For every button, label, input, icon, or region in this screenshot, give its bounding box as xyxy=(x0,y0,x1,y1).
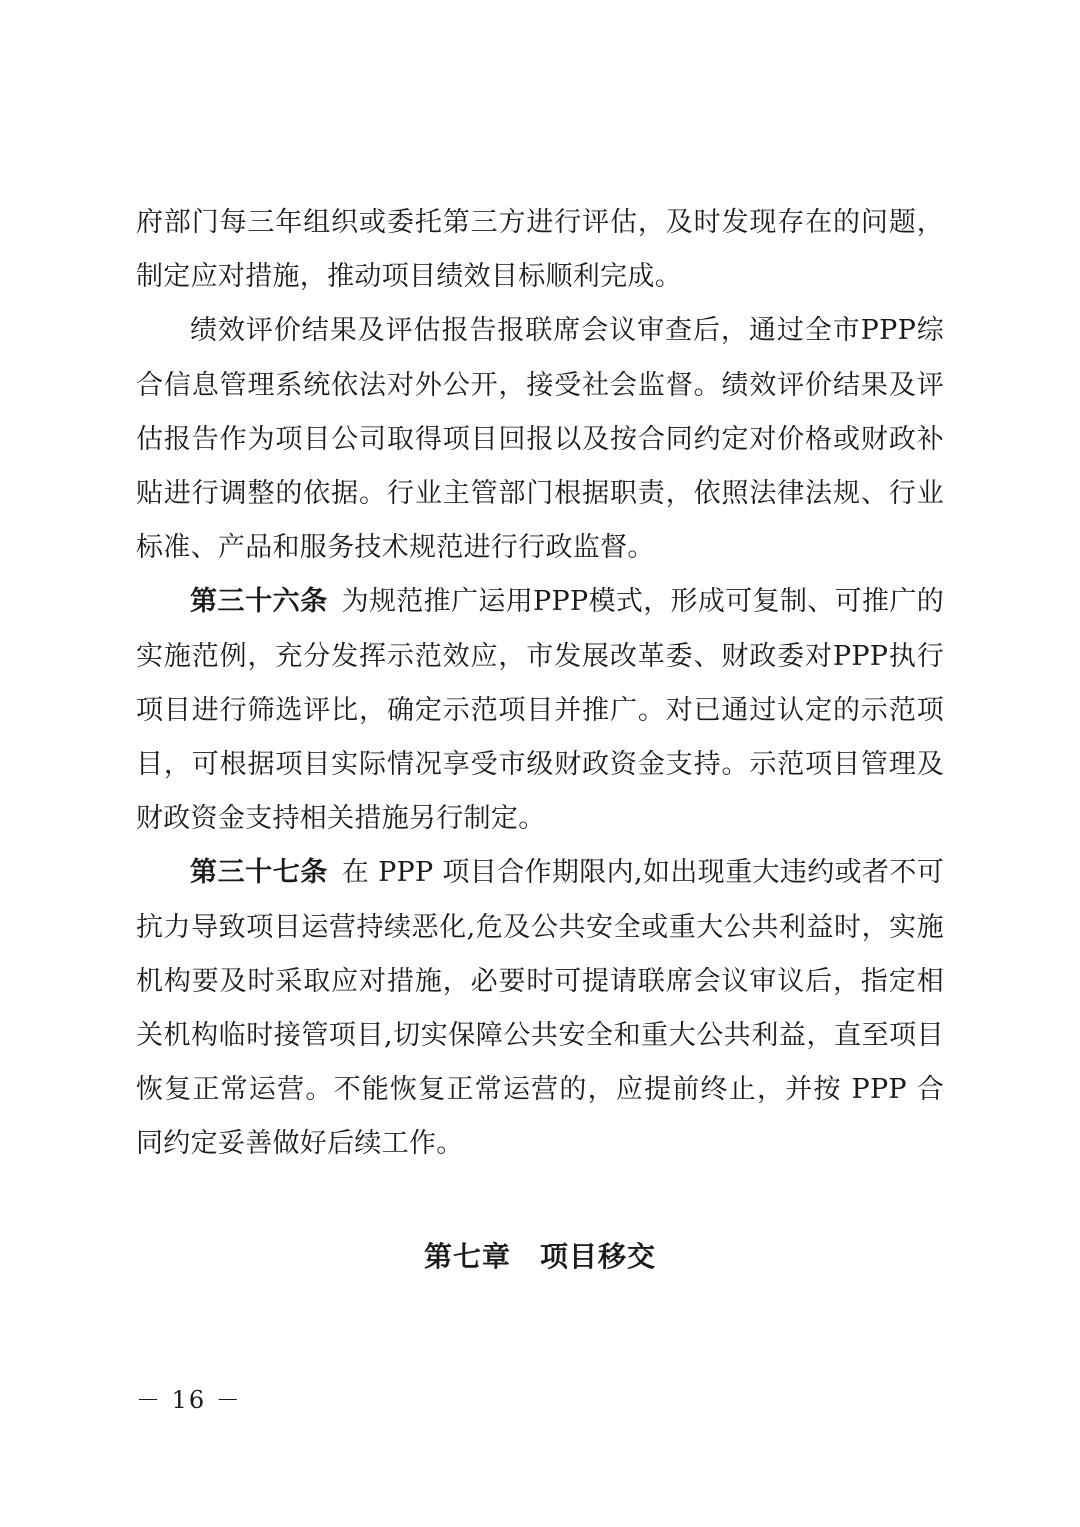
paragraph-performance-evaluation xyxy=(136,304,944,575)
page-number: － 16 － xyxy=(136,1386,242,1414)
paragraph-article-36 xyxy=(136,575,944,846)
paragraph-continuation xyxy=(136,196,944,304)
document-body xyxy=(136,196,944,1172)
paragraph-article-37 xyxy=(136,846,944,1171)
paragraph-text: 为规范推广运用PPP模式，形成可复制、可推广的实施范例，充分发挥示范效应，市发展改革委、财政委对PPP执行项目进行筛选评比，确定示范项目并推广。对已通过认定的示范项目，可根据项目实际情况享受市级财政资金支持。示范项目管理及财政资金支持相关措施另行制定。 xyxy=(136,586,944,835)
paragraph-text: 在 PPP 项目合作期限内,如出现重大违约或者不可抗力导致项目运营持续恶化,危及公共安全或重大公共利益时，实施机构要及时采取应对措施，必要时可提请联席会议审议后，指定相关机构临时接管项目,切实保障公共安全和重大公共利益，直至项目恢复正常运营。不能恢复正常运营的，应提前终止，并按 PPP 合同约定妥善做好后续工作。 xyxy=(136,857,944,1160)
chapter-title: 第七章 项目移交 xyxy=(423,1240,656,1273)
paragraph-text: 绩效评价结果及评估报告报联席会议审查后，通过全市PPP综合信息管理系统依法对外公开，接受社会监督。绩效评价结果及评估报告作为项目公司取得项目回报以及按合同约定对价格或财政补贴进行调整的依据。行业主管部门根据职责，依照法律法规、行业标准、产品和服务技术规范进行行政监督。 xyxy=(136,315,944,564)
article-number: 第三十七条 xyxy=(190,857,328,889)
paragraph-text: 府部门每三年组织或委托第三方进行评估，及时发现存在的问题，制定应对措施，推动项目绩效目标顺利完成。 xyxy=(136,207,944,293)
article-number: 第三十六条 xyxy=(190,586,328,618)
